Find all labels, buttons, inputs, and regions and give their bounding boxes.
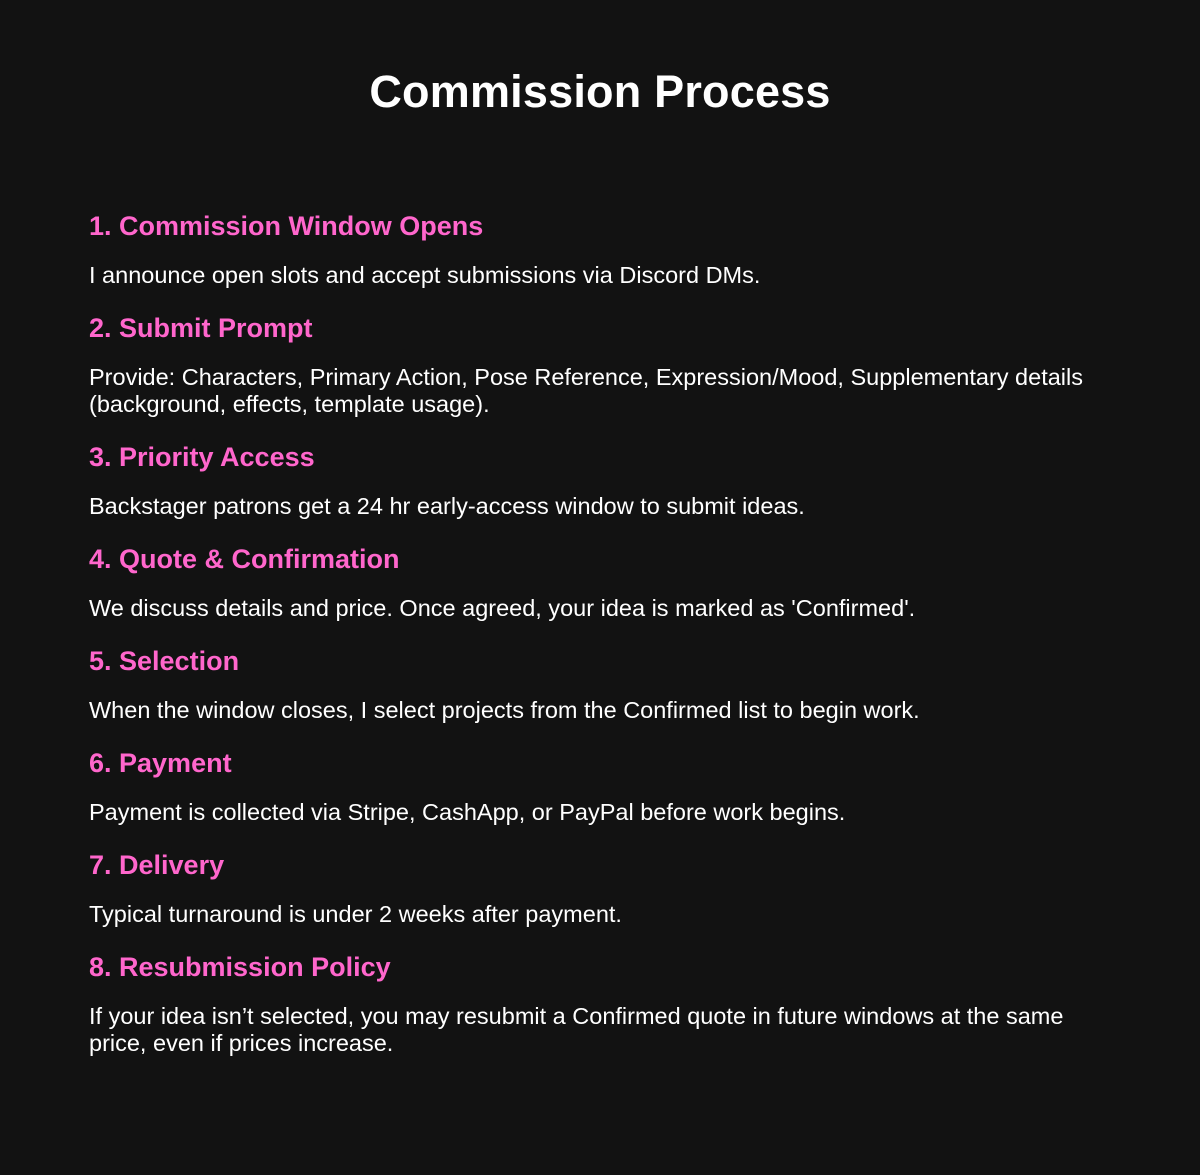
step-heading: 6. Payment [89, 748, 232, 778]
step-description: Provide: Characters, Primary Action, Pose Reference, Expression/Mood, Supplementary details (background, effects, template usage). [89, 364, 1083, 417]
step-payment [89, 747, 1111, 826]
step-quote-and-confirmation [89, 543, 1111, 622]
step-heading: 3. Priority Access [89, 442, 315, 472]
steps-list [89, 210, 1111, 1057]
step-description: When the window closes, I select projects from the Confirmed list to begin work. [89, 697, 920, 723]
step-submit-prompt [89, 312, 1111, 418]
step-heading: 5. Selection [89, 646, 240, 676]
step-commission-window-opens [89, 210, 1111, 289]
step-heading: 1. Commission Window Opens [89, 211, 484, 241]
step-description: If your idea isn’t selected, you may resubmit a Confirmed quote in future windows at the same price, even if prices increase. [89, 1003, 1064, 1056]
step-description: I announce open slots and accept submissions via Discord DMs. [89, 262, 761, 288]
step-resubmission-policy [89, 951, 1111, 1057]
step-priority-access [89, 441, 1111, 520]
step-description: Backstager patrons get a 24 hr early-access window to submit ideas. [89, 493, 805, 519]
step-delivery [89, 849, 1111, 928]
step-description: Payment is collected via Stripe, CashApp, or PayPal before work begins. [89, 799, 846, 825]
step-selection [89, 645, 1111, 724]
step-heading: 2. Submit Prompt [89, 313, 313, 343]
step-description: Typical turnaround is under 2 weeks after payment. [89, 901, 622, 927]
step-heading: 8. Resubmission Policy [89, 952, 391, 982]
step-heading: 4. Quote & Confirmation [89, 544, 400, 574]
page-title: Commission Process [369, 66, 831, 117]
step-heading: 7. Delivery [89, 850, 225, 880]
step-description: We discuss details and price. Once agreed, your idea is marked as 'Confirmed'. [89, 595, 916, 621]
